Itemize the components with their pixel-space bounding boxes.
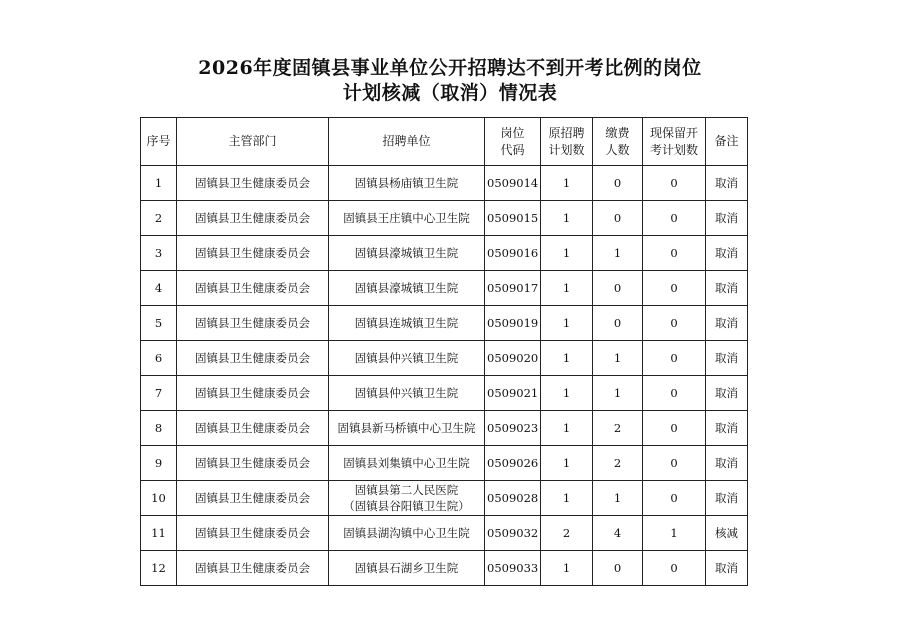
table-row — [141, 411, 748, 446]
table-row — [141, 236, 748, 271]
table-row — [141, 481, 748, 516]
cell-paid: 0 — [593, 201, 643, 236]
cell-dept: 固镇县卫生健康委员会 — [177, 411, 329, 446]
cell-note: 取消 — [706, 271, 748, 306]
unit-name: 固镇县第二人民医院 — [354, 483, 459, 497]
header-seq: 序号 — [141, 118, 177, 166]
cell-dept: 固镇县卫生健康委员会 — [177, 201, 329, 236]
cell-dept: 固镇县卫生健康委员会 — [177, 516, 329, 551]
header-paid: 缴费 人数 — [593, 118, 643, 166]
cell-seq: 4 — [141, 271, 177, 306]
cell-code: 0509026 — [485, 446, 541, 481]
header-unit: 招聘单位 — [329, 118, 485, 166]
cell-kept-plan: 0 — [643, 411, 706, 446]
cell-unit — [329, 481, 485, 516]
cell-paid: 0 — [593, 551, 643, 586]
cell-orig-plan: 2 — [541, 516, 593, 551]
cell-kept-plan: 0 — [643, 376, 706, 411]
cell-note: 取消 — [706, 446, 748, 481]
cell-code: 0509017 — [485, 271, 541, 306]
cell-seq: 11 — [141, 516, 177, 551]
cell-code: 0509033 — [485, 551, 541, 586]
cell-paid: 4 — [593, 516, 643, 551]
cell-kept-plan: 0 — [643, 201, 706, 236]
page-subtitle: 计划核减（取消）情况表 — [342, 82, 558, 104]
header-kept-plan: 现保留开 考计划数 — [643, 118, 706, 166]
header-dept: 主管部门 — [177, 118, 329, 166]
header-orig-plan: 原招聘 计划数 — [541, 118, 593, 166]
cell-note: 取消 — [706, 341, 748, 376]
unit-alias: （固镇县谷阳镇卫生院） — [343, 499, 470, 513]
cell-unit: 固镇县仲兴镇卫生院 — [329, 376, 485, 411]
cell-kept-plan: 0 — [643, 341, 706, 376]
cell-seq: 3 — [141, 236, 177, 271]
cell-paid: 0 — [593, 306, 643, 341]
cell-paid: 2 — [593, 411, 643, 446]
header-code: 岗位 代码 — [485, 118, 541, 166]
cell-kept-plan: 0 — [643, 306, 706, 341]
page-title: 2026年度固镇县事业单位公开招聘达不到开考比例的岗位 — [198, 57, 702, 79]
cell-dept: 固镇县卫生健康委员会 — [177, 376, 329, 411]
table-body — [141, 166, 748, 586]
cell-dept: 固镇县卫生健康委员会 — [177, 306, 329, 341]
cell-dept: 固镇县卫生健康委员会 — [177, 341, 329, 376]
cell-orig-plan: 1 — [541, 341, 593, 376]
cell-orig-plan: 1 — [541, 376, 593, 411]
cell-unit: 固镇县濠城镇卫生院 — [329, 271, 485, 306]
cell-paid: 0 — [593, 271, 643, 306]
cell-unit: 固镇县濠城镇卫生院 — [329, 236, 485, 271]
table-row — [141, 516, 748, 551]
cell-orig-plan: 1 — [541, 271, 593, 306]
cell-unit: 固镇县连城镇卫生院 — [329, 306, 485, 341]
cell-seq: 1 — [141, 166, 177, 201]
cell-seq: 10 — [141, 481, 177, 516]
cell-note: 取消 — [706, 481, 748, 516]
table-row — [141, 376, 748, 411]
cell-orig-plan: 1 — [541, 201, 593, 236]
cell-kept-plan: 0 — [643, 236, 706, 271]
table-row — [141, 446, 748, 481]
cell-kept-plan: 0 — [643, 166, 706, 201]
cell-paid: 1 — [593, 481, 643, 516]
cell-dept: 固镇县卫生健康委员会 — [177, 481, 329, 516]
cell-note: 取消 — [706, 411, 748, 446]
plan-reduction-table — [140, 117, 748, 586]
cell-seq: 2 — [141, 201, 177, 236]
cell-unit: 固镇县仲兴镇卫生院 — [329, 341, 485, 376]
cell-unit: 固镇县王庄镇中心卫生院 — [329, 201, 485, 236]
cell-orig-plan: 1 — [541, 236, 593, 271]
cell-orig-plan: 1 — [541, 446, 593, 481]
cell-code: 0509015 — [485, 201, 541, 236]
cell-paid: 1 — [593, 376, 643, 411]
cell-dept: 固镇县卫生健康委员会 — [177, 166, 329, 201]
cell-kept-plan: 0 — [643, 551, 706, 586]
cell-note: 取消 — [706, 306, 748, 341]
cell-note: 取消 — [706, 551, 748, 586]
cell-seq: 8 — [141, 411, 177, 446]
cell-seq: 7 — [141, 376, 177, 411]
cell-code: 0509014 — [485, 166, 541, 201]
cell-dept: 固镇县卫生健康委员会 — [177, 551, 329, 586]
cell-kept-plan: 1 — [643, 516, 706, 551]
cell-orig-plan: 1 — [541, 306, 593, 341]
cell-unit: 固镇县杨庙镇卫生院 — [329, 166, 485, 201]
cell-paid: 2 — [593, 446, 643, 481]
cell-kept-plan: 0 — [643, 481, 706, 516]
cell-note: 取消 — [706, 376, 748, 411]
cell-code: 0509032 — [485, 516, 541, 551]
table-row — [141, 166, 748, 201]
cell-note: 取消 — [706, 201, 748, 236]
cell-orig-plan: 1 — [541, 166, 593, 201]
cell-seq: 6 — [141, 341, 177, 376]
table-row — [141, 551, 748, 586]
cell-paid: 1 — [593, 341, 643, 376]
cell-unit: 固镇县新马桥镇中心卫生院 — [329, 411, 485, 446]
cell-dept: 固镇县卫生健康委员会 — [177, 446, 329, 481]
table-row — [141, 306, 748, 341]
cell-seq: 9 — [141, 446, 177, 481]
cell-unit: 固镇县石湖乡卫生院 — [329, 551, 485, 586]
cell-code: 0509020 — [485, 341, 541, 376]
cell-code: 0509019 — [485, 306, 541, 341]
cell-kept-plan: 0 — [643, 446, 706, 481]
cell-orig-plan: 1 — [541, 481, 593, 516]
table-row — [141, 271, 748, 306]
cell-code: 0509023 — [485, 411, 541, 446]
cell-note: 核减 — [706, 516, 748, 551]
cell-orig-plan: 1 — [541, 551, 593, 586]
cell-code: 0509016 — [485, 236, 541, 271]
cell-seq: 5 — [141, 306, 177, 341]
cell-paid: 0 — [593, 166, 643, 201]
cell-seq: 12 — [141, 551, 177, 586]
cell-dept: 固镇县卫生健康委员会 — [177, 271, 329, 306]
cell-orig-plan: 1 — [541, 411, 593, 446]
cell-note: 取消 — [706, 166, 748, 201]
cell-code: 0509028 — [485, 481, 541, 516]
cell-unit: 固镇县刘集镇中心卫生院 — [329, 446, 485, 481]
cell-paid: 1 — [593, 236, 643, 271]
cell-code: 0509021 — [485, 376, 541, 411]
cell-note: 取消 — [706, 236, 748, 271]
cell-kept-plan: 0 — [643, 271, 706, 306]
table-row — [141, 201, 748, 236]
cell-unit: 固镇县湖沟镇中心卫生院 — [329, 516, 485, 551]
table-row — [141, 341, 748, 376]
header-note: 备注 — [706, 118, 748, 166]
table-header-row — [141, 118, 748, 166]
cell-dept: 固镇县卫生健康委员会 — [177, 236, 329, 271]
